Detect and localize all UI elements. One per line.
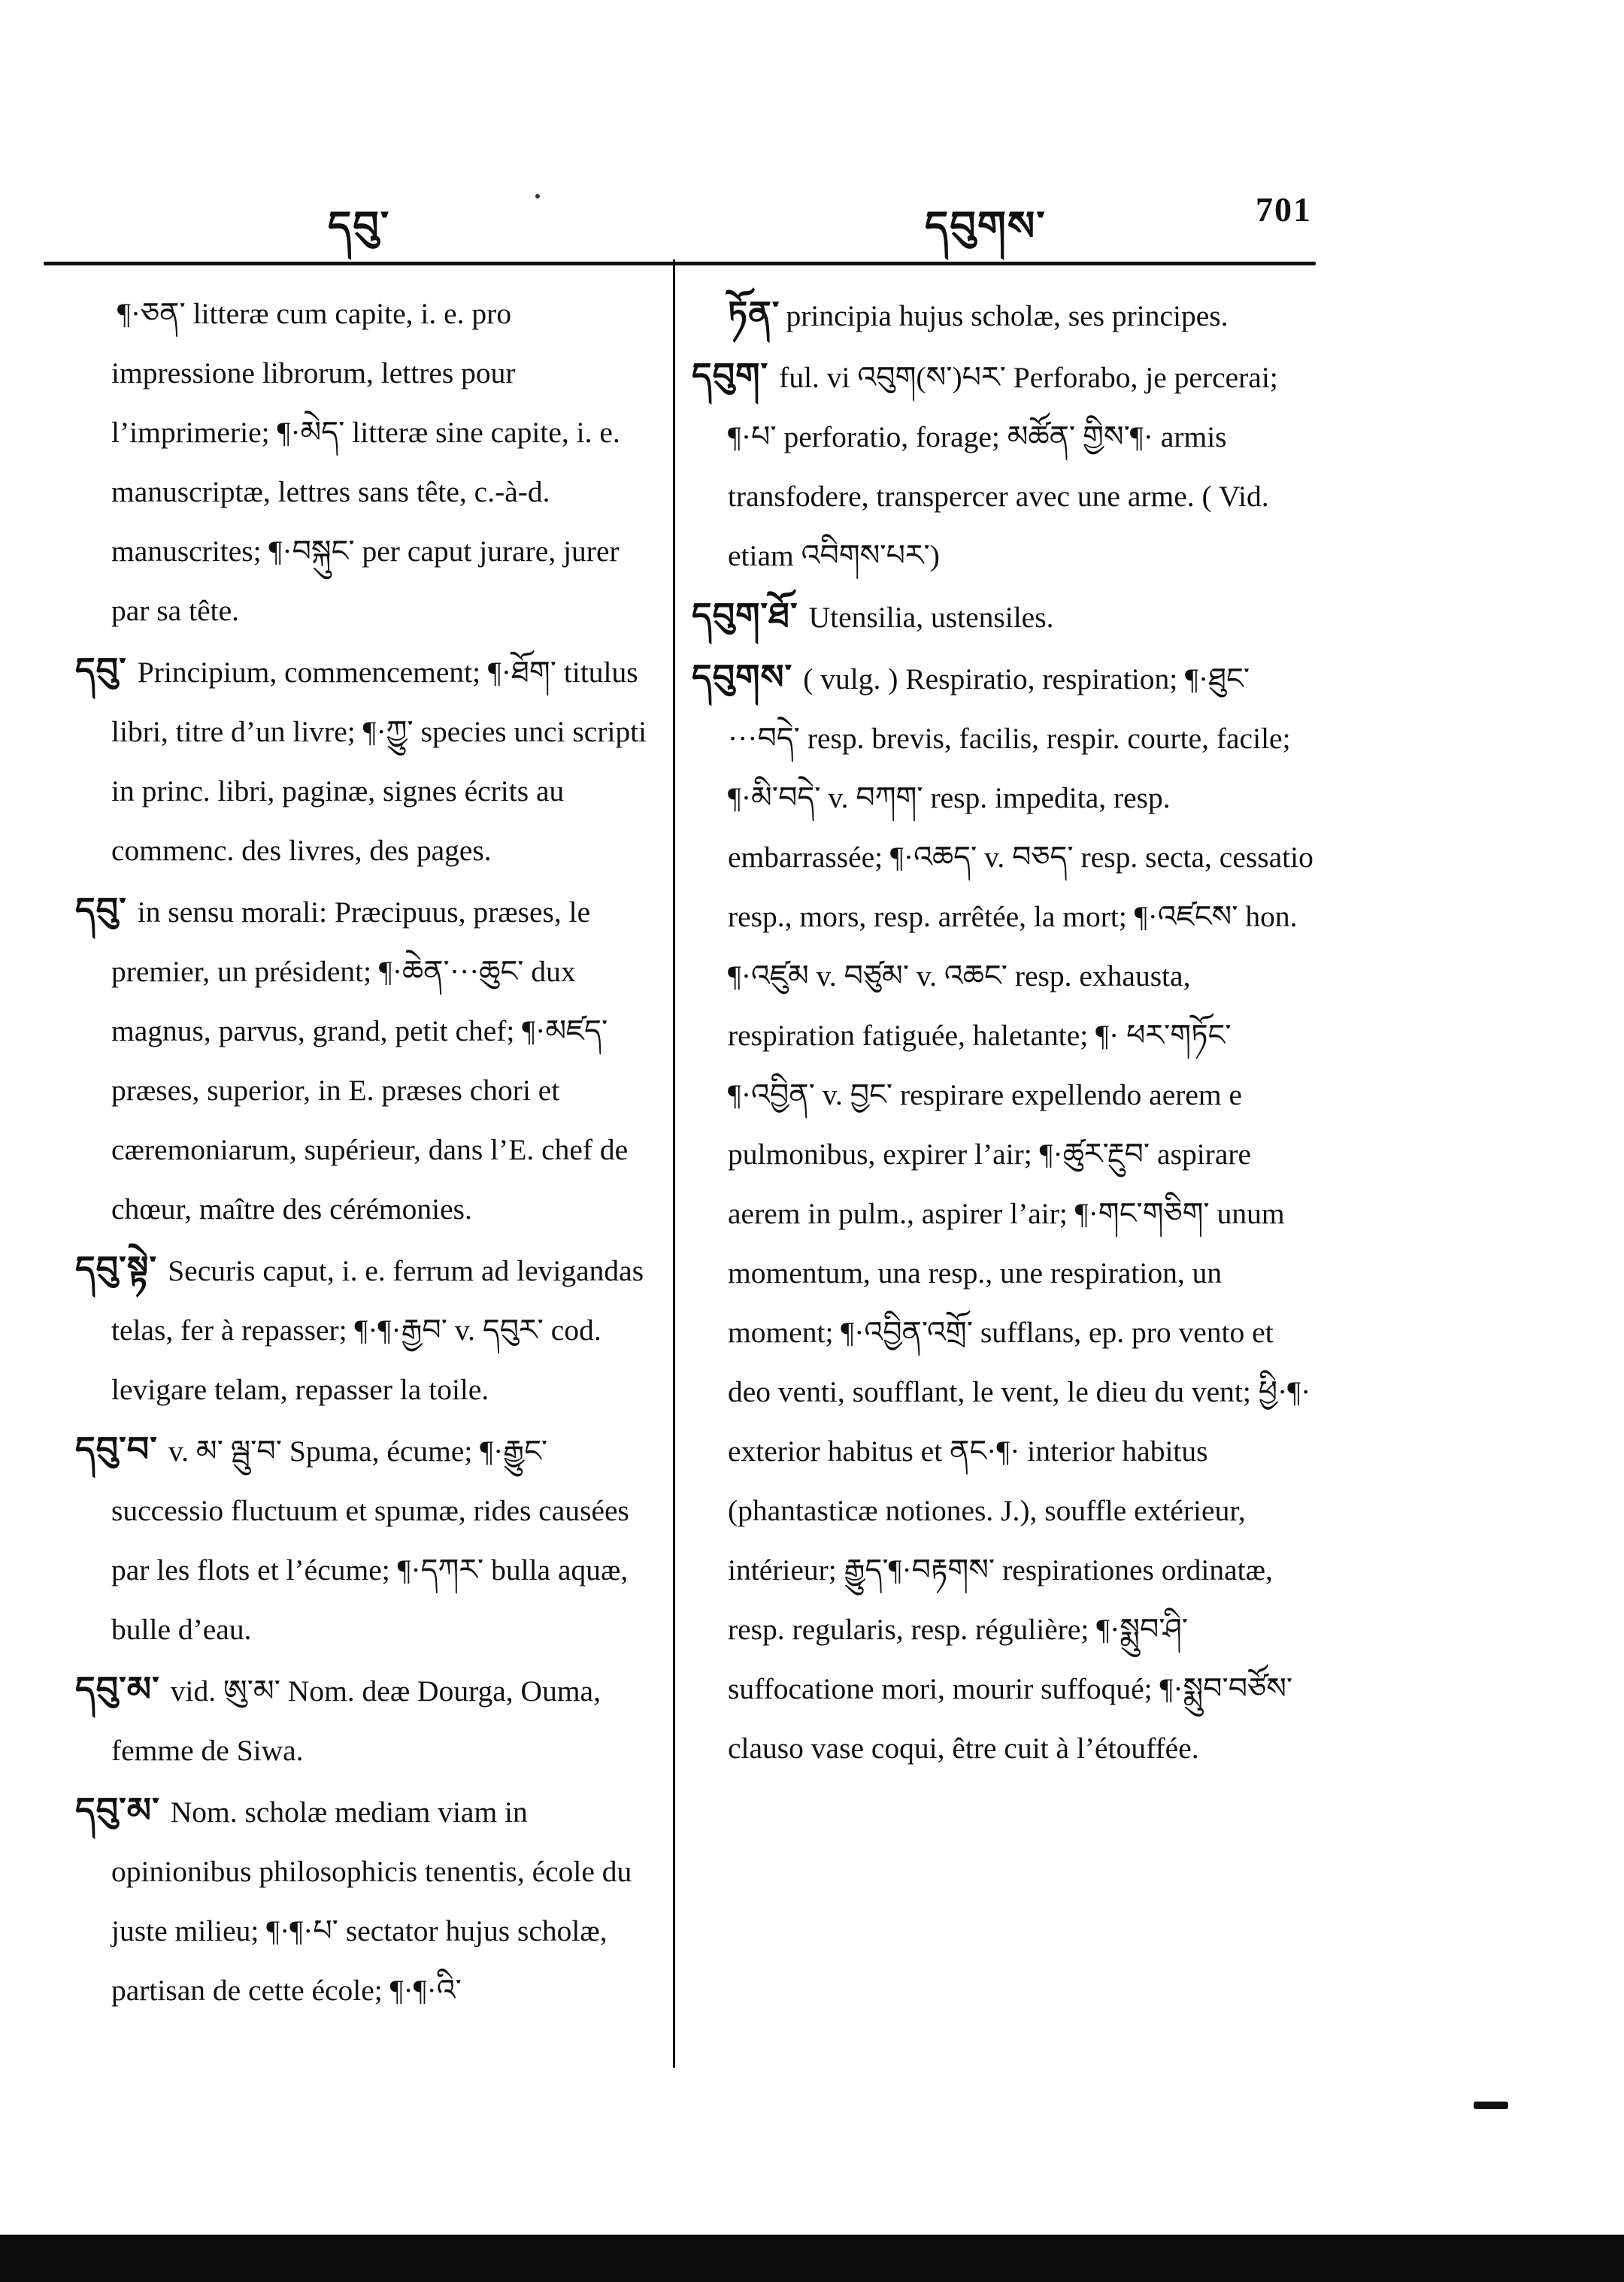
dictionary-entry xyxy=(692,346,1316,586)
entry-text: in sensu morali: Præcipuus, præses, le premier, un président; ¶·ཆེན་···ཆུང་ dux magnus, parvus, grand, petit chef; ¶·མཛད་ præses, superior, in E. præses chori et cæremoniarum, supérieur, dans l’E. chef de chœur, maître des cérémonies. xyxy=(111,896,629,1226)
entry-headword: དབུ་ xyxy=(75,650,127,690)
entry-text: Principium, commencement; ¶·ཐོག་ titulus libri, titre d’un livre; ¶·ཀྱུ་ species unci scripti in princ. libri, paginæ, signes écrits au commenc. des livres, des pages. xyxy=(111,656,647,867)
dictionary-entry xyxy=(75,284,654,641)
entry-text: Utensilia, ustensiles. xyxy=(808,601,1054,634)
entry-headword: ཏོན་ xyxy=(728,293,780,334)
dictionary-entry xyxy=(75,641,654,880)
dictionary-entry xyxy=(75,1780,654,2020)
margin-ink-mark xyxy=(1474,2102,1508,2109)
entry-headword: དབུ་མ་ xyxy=(75,1790,160,1830)
entry-headword: དབུ་མ་ xyxy=(75,1668,160,1709)
dictionary-entry xyxy=(75,1239,654,1420)
entry-headword: དབུ་ xyxy=(75,889,127,930)
scan-bottom-edge xyxy=(0,2235,1624,2282)
dictionary-entry xyxy=(692,647,1316,1778)
entry-headword: དབུ་བ་ xyxy=(75,1429,158,1469)
entry-text: Securis caput, i. e. ferrum ad levigandas telas, fer à repasser; ¶·¶·རྒྱབ་ v. དབུར་ cod. levigare telam, repasser la toile. xyxy=(111,1254,644,1406)
page-number: 701 xyxy=(1256,190,1312,229)
entry-headword: དབུགས་ xyxy=(692,656,793,697)
entry-headword: དབུ་སྟེ་ xyxy=(75,1248,158,1289)
left-column xyxy=(75,284,654,2020)
entry-text: ( vulg. ) Respiratio, respiration; ¶·ཐུང་···བདེ་ resp. brevis, facilis, respir. courte, facile; ¶·མི་བདེ་ v. བཀག་ resp. impedita, resp. embarrassée; ¶·འཆད་ v. བཅད་ resp. secta, cessatio resp., mors, resp. arrêtée, la mort; ¶·འཛངས་ hon. ¶·འཛུམ v. བཙུམ་ v. འཆང་ resp. exhausta, respiration fatiguée, haletante; ¶· ཕར་གཏོང་ ¶·འབྱིན་ v. བྱང་ respirare expellendo aerem e pulmonibus, expirer l’air; ¶·ཚུར་རྔུབ་ aspirare aerem in pulm., aspirer l’air; ¶·གང་གཅིག་ unum momentum, una resp., une respiration, un moment; ¶·འབྱིན་འགྲོ་ sufflans, ep. pro vento et deo venti, soufflant, le vent, le dieu du vent; ཕྱི·¶· exterior habitus et ནང·¶· interior habitus (phantasticæ notiones. J.), souffle extérieur, intérieur; རྒྱུད་¶·བརྟགས་ respirationes ordinatæ, resp. regularis, resp. régulière; ¶·སྨུབ་ཤི་ suffocatione mori, mourir suffoqué; ¶·སྨུབ་བཙོས་ clauso vase coqui, être cuit à l’étouffée. xyxy=(728,662,1313,1765)
print-speck xyxy=(535,194,540,199)
entry-headword: དབུག་ xyxy=(692,355,769,395)
entry-text: ful. vi འབུག(ས་)པར་ Perforabo, je percerai; ¶·པ་ perforatio, forage; མཚོན་ གྱིས་¶· armis transfodere, transpercer avec une arme. ( Vid. etiam འབིགས་པར་) xyxy=(728,361,1278,572)
right-column xyxy=(692,284,1316,1778)
header-rule xyxy=(44,262,1316,265)
dictionary-entry xyxy=(692,284,1316,346)
entry-text: Nom. scholæ mediam viam in opinionibus philosophicis tenentis, école du juste milieu; ¶·¶·པ་ sectator hujus scholæ, partisan de cette école; ¶·¶·འི་ xyxy=(111,1796,632,2007)
dictionary-entry xyxy=(75,1659,654,1780)
running-head-left: དབུ་ xyxy=(328,204,391,249)
entry-text: principia hujus scholæ, ses principes. xyxy=(786,299,1229,332)
entry-text: ¶·ཅན་ litteræ cum capite, i. e. pro impressione librorum, lettres pour l’imprimerie; ¶·མེད་ litteræ sine capite, i. e. manuscriptæ, lettres sans tête, c.-à-d. manuscrites; ¶·བསྐུང་ per caput jurare, jurer par sa tête. xyxy=(111,297,620,627)
dictionary-entry xyxy=(692,586,1316,647)
entry-headword: དབུག་ཐོ་ xyxy=(692,595,798,635)
column-divider xyxy=(673,259,675,2068)
running-head-center: དབུགས་ xyxy=(925,204,1047,249)
dictionary-entry xyxy=(75,1420,654,1659)
dictionary-entry xyxy=(75,880,654,1239)
entry-text: v. མ་ ལྦུ་བ་ Spuma, écume; ¶·རྒྱུང་ successio fluctuum et spumæ, rides causées par les flots et l’écume; ¶·དཀར་ bulla aquæ, bulle d’eau. xyxy=(111,1435,629,1646)
entry-text: vid. ཨུ་མ་ Nom. deæ Dourga, Ouma, femme de Siwa. xyxy=(111,1674,601,1767)
